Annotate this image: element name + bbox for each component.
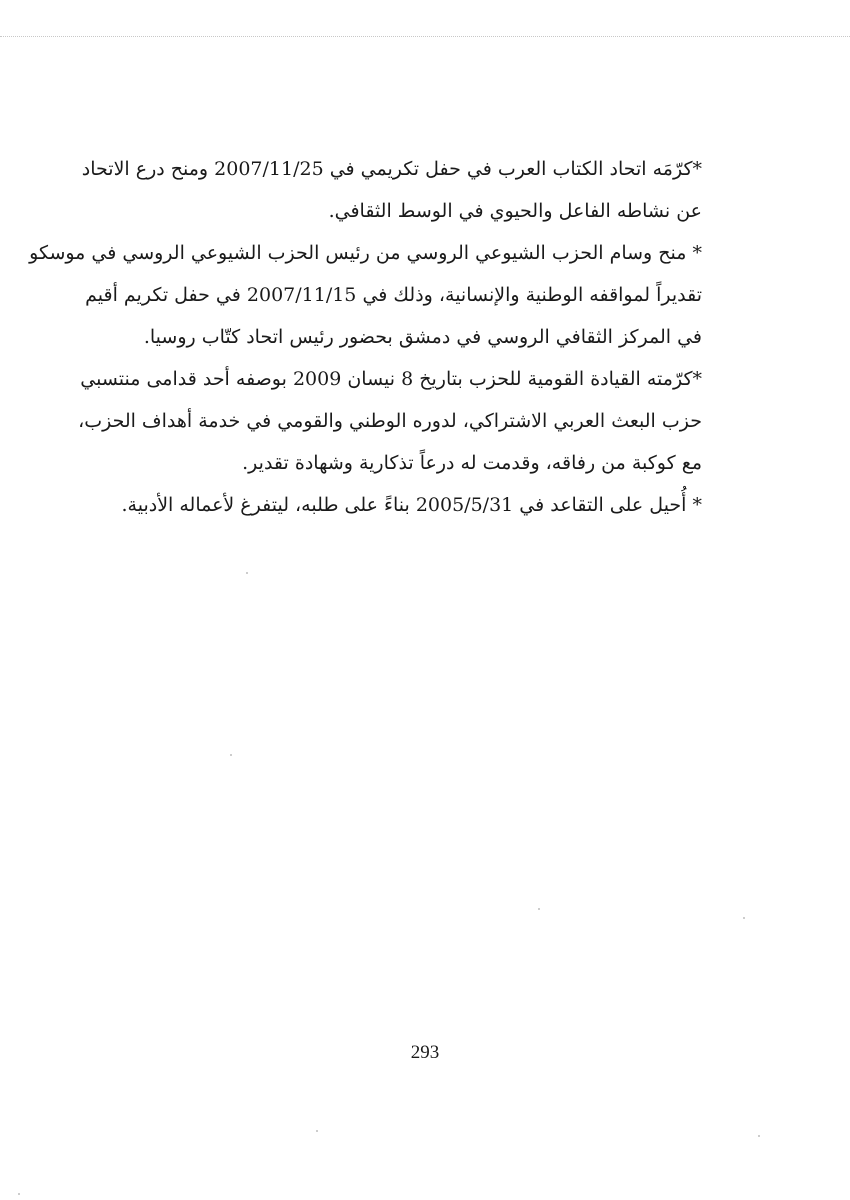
scan-speck	[246, 572, 248, 574]
text-line: مع كوكبة من رفاقه، وقدمت له درعاً تذكارية وشهادة تقدير.	[242, 452, 702, 474]
scan-speck	[316, 1130, 318, 1132]
text-line: في المركز الثقافي الروسي في دمشق بحضور رئيس اتحاد كتّاب روسيا.	[143, 326, 702, 348]
text-line: *كرّمته القيادة القومية للحزب بتاريخ 8 نيسان 2009 بوصفه أحد قدامى منتسبي	[80, 368, 702, 390]
text-line: تقديراً لمواقفه الوطنية والإنسانية، وذلك في 2007/11/15 في حفل تكريم أقيم	[85, 284, 702, 306]
scan-speck	[230, 754, 232, 756]
page-body	[29, 148, 702, 526]
scan-speck	[743, 917, 745, 919]
page-number: 293	[410, 1042, 440, 1063]
text-line: * أُحيل على التقاعد في 2005/5/31 بناءً على طلبه، ليتفرغ لأعماله الأدبية.	[121, 494, 702, 516]
text-line: * منح وسام الحزب الشيوعي الروسي من رئيس الحزب الشيوعي الروسي في موسكو	[29, 242, 702, 264]
scan-speck	[18, 1193, 20, 1195]
scan-speck	[538, 908, 540, 910]
text-line: عن نشاطه الفاعل والحيوي في الوسط الثقافي.	[328, 200, 702, 222]
scan-speck	[758, 1135, 760, 1137]
text-line: *كرّمَه اتحاد الكتاب العرب في حفل تكريمي في 2007/11/25 ومنح درع الاتحاد	[81, 158, 702, 180]
text-line: حزب البعث العربي الاشتراكي، لدوره الوطني والقومي في خدمة أهداف الحزب،	[78, 410, 702, 432]
top-edge-rule	[0, 36, 850, 37]
